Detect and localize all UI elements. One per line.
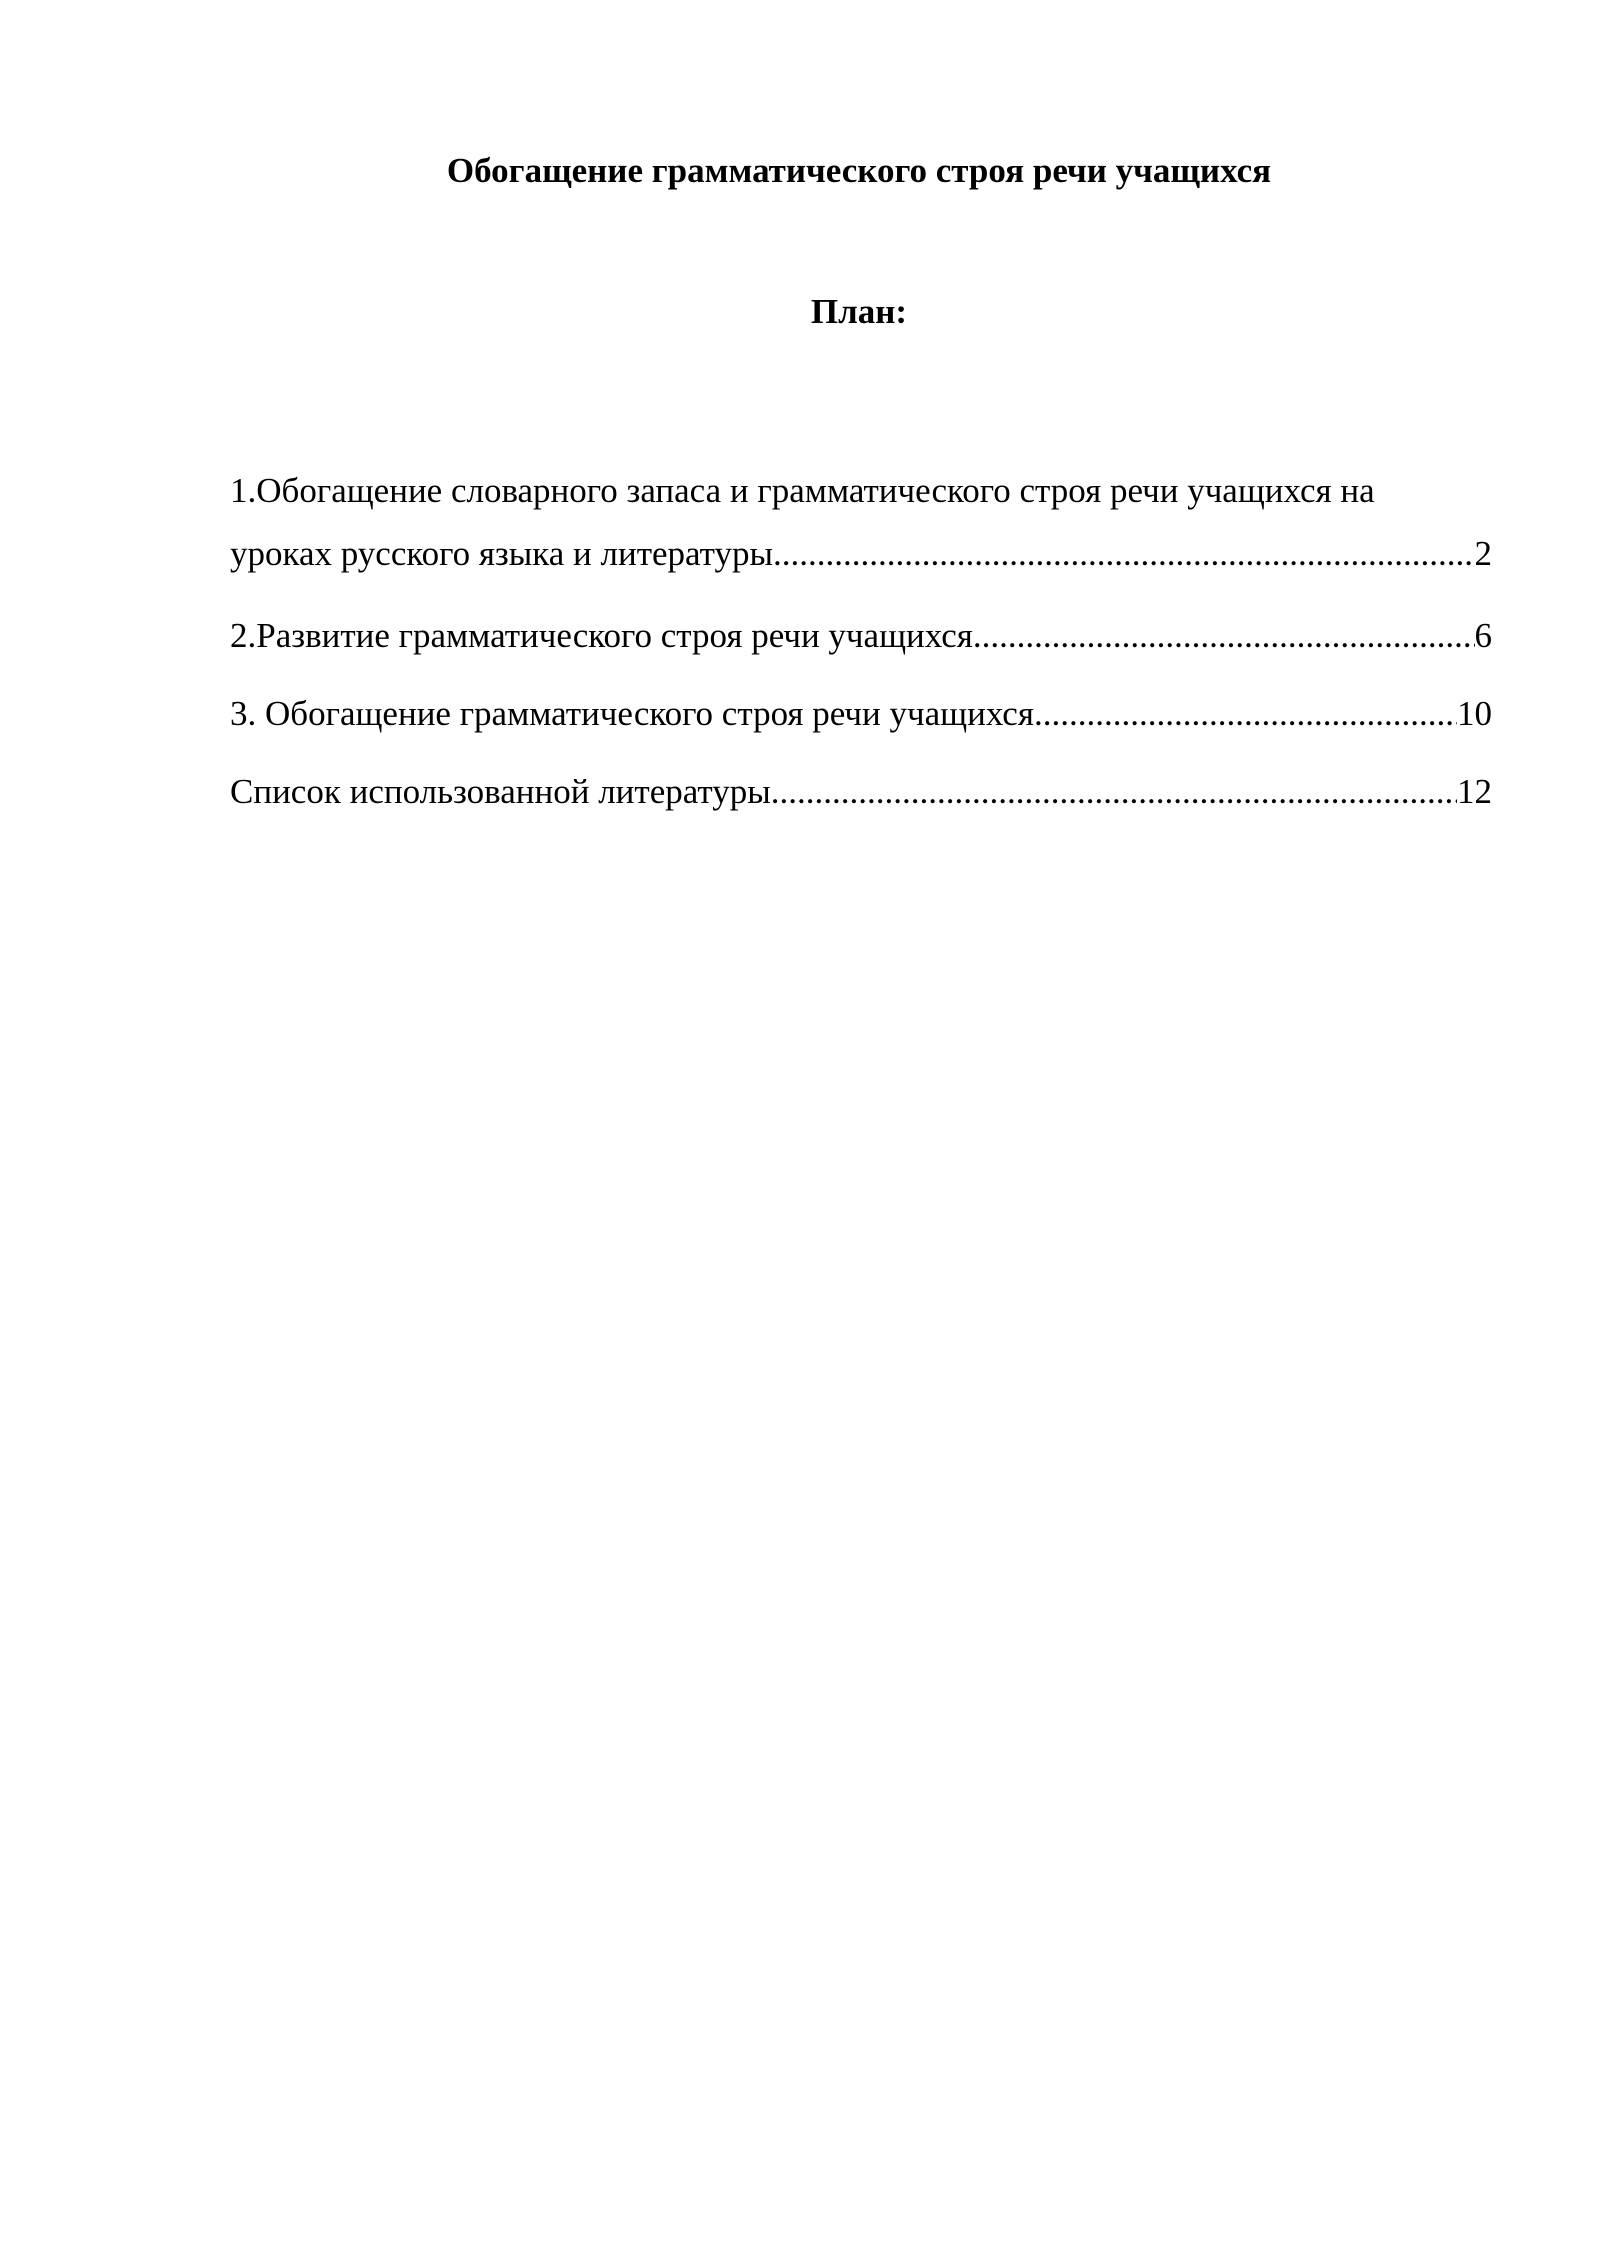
dot-leader xyxy=(771,760,1457,823)
toc-entry-text: 2.Развитие грамматического строя речи учащихся xyxy=(230,616,973,655)
toc-entry xyxy=(230,604,1492,667)
toc-entry xyxy=(230,682,1492,745)
dot-leader xyxy=(1034,682,1457,745)
document-title: Обогащение грамматического строя речи учащихся xyxy=(446,151,1272,190)
toc-entry xyxy=(230,459,1492,585)
toc-page-number: 10 xyxy=(1457,694,1492,733)
toc-entry-text: Список использованной литературы xyxy=(230,772,771,811)
toc-page-number: 2 xyxy=(1474,534,1492,573)
dot-leader xyxy=(773,522,1474,585)
toc-page-number: 6 xyxy=(1474,616,1492,655)
toc-entry-text: 3. Обогащение грамматического строя речи учащихся xyxy=(230,694,1034,733)
plan-heading: План: xyxy=(810,292,908,331)
toc-entry-text-continued: уроках русского языка и литературы xyxy=(230,534,774,573)
toc-page-number: 12 xyxy=(1457,772,1492,811)
toc-entry-text: 1.Обогащение словарного запаса и грамматического строя речи учащихся на xyxy=(230,471,1375,510)
toc-entry xyxy=(230,760,1492,823)
dot-leader xyxy=(973,604,1475,667)
